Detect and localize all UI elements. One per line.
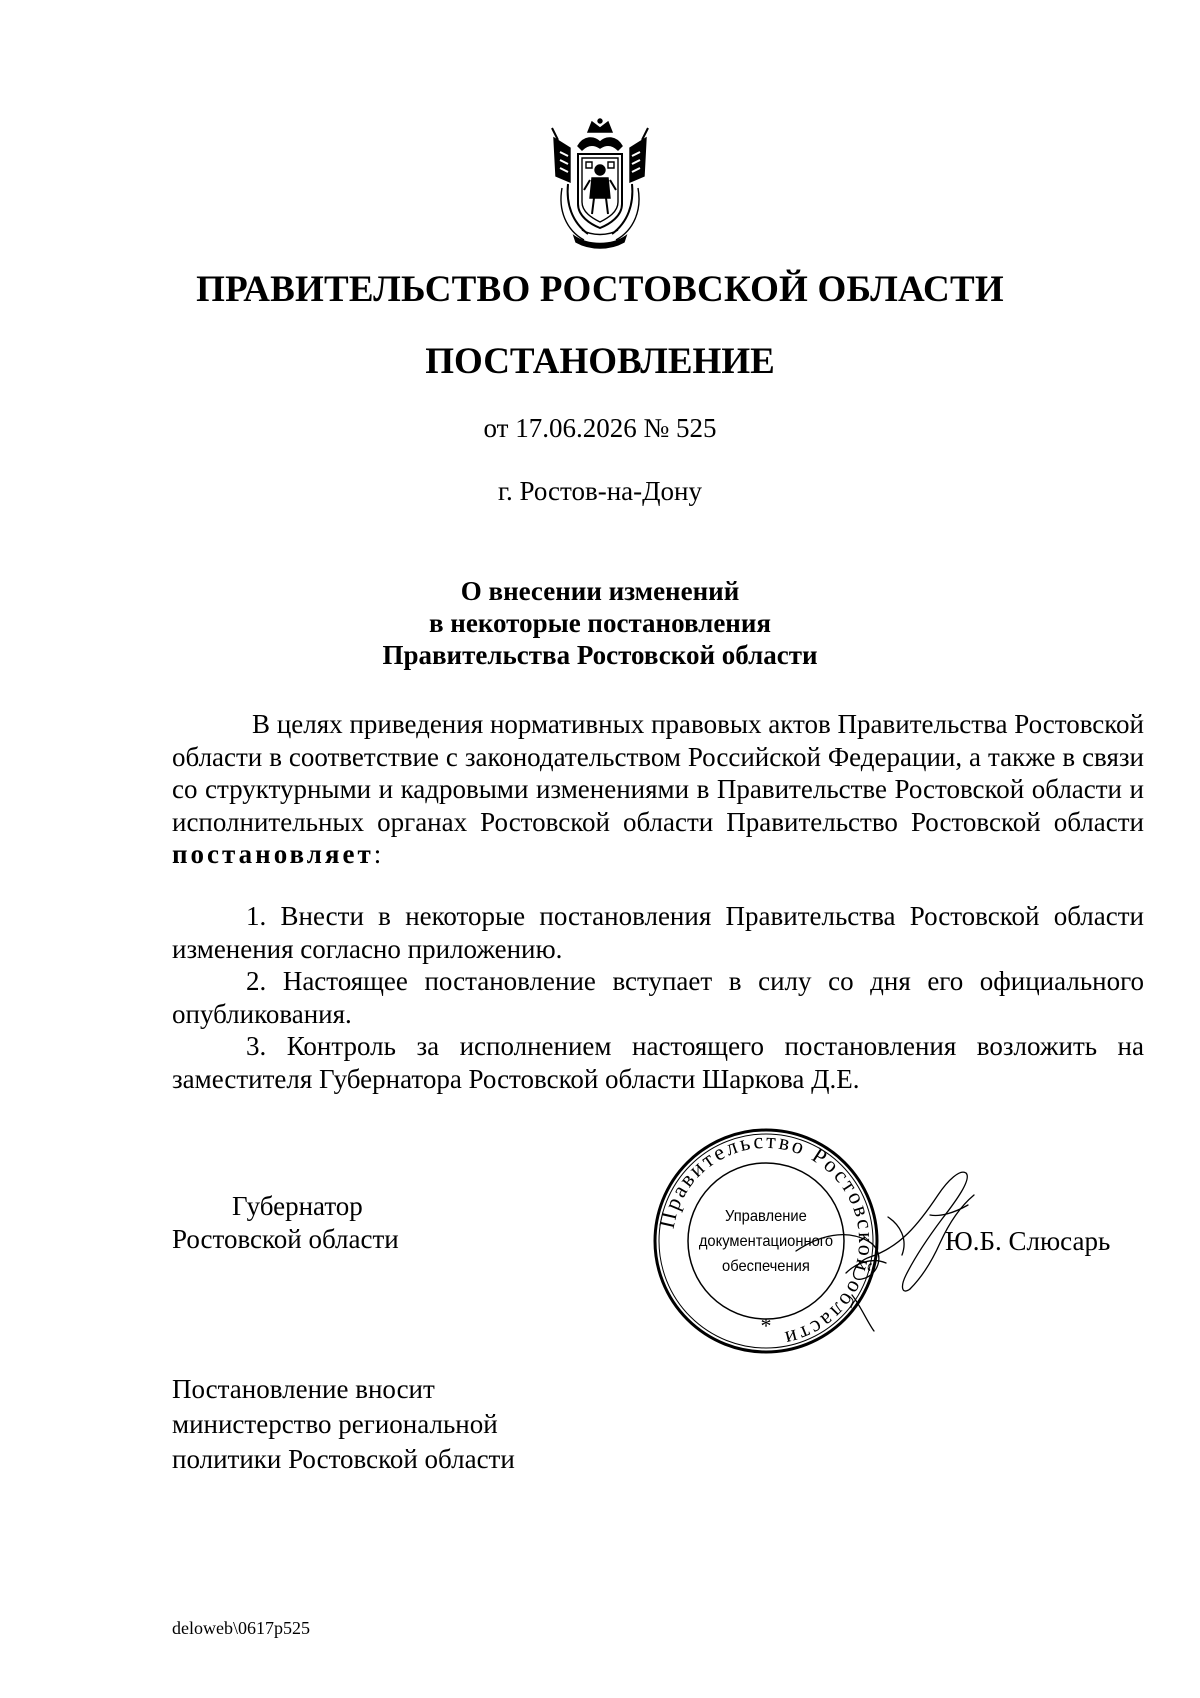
signatory-name: Ю.Б. Слюсарь — [945, 1226, 1111, 1256]
preamble-paragraph — [172, 708, 1144, 871]
government-title: ПРАВИТЕЛЬСТВО РОСТОВСКОЙ ОБЛАСТИ — [196, 269, 1004, 310]
document-date-number: от 17.06.2026 № 525 — [483, 413, 717, 443]
preamble-end: : — [373, 839, 382, 869]
signatory-position-line: Ростовской области — [172, 1224, 399, 1254]
preamble-keyword: постановляет — [172, 839, 374, 869]
contributor-note — [172, 1372, 515, 1477]
signatory-position-line: Губернатор — [232, 1191, 363, 1221]
preamble-text: В целях приведения нормативных правовых актов Правительства Ростовской области в соответствие с законодательством Российской Федерации, а также в связи со структурными и кадровыми изменениями в Правительстве Ростовской области и исполнительных органах Ростовской области Правительство Ростовской области — [172, 709, 1144, 837]
resolution-item: 3. Контроль за исполнением настоящего постановления возложить на заместителя Губернатора Ростовской области Шаркова Д.Е. — [172, 1031, 1144, 1094]
seal-inner-line: обеспечения — [722, 1257, 810, 1276]
subject-line: О внесении изменений — [460, 576, 740, 606]
subject-line: Правительства Ростовской области — [382, 640, 818, 670]
resolution-item: 2. Настоящее постановление вступает в силу со дня его официального опубликования. — [172, 966, 1144, 1029]
contributor-line: Постановление вносит — [172, 1374, 435, 1404]
signatory-position — [172, 1190, 399, 1256]
document-type: ПОСТАНОВЛЕНИЕ — [425, 341, 775, 382]
file-reference: deloweb\0617p525 — [172, 1618, 310, 1638]
rostov-oblast-coat-of-arms-icon — [548, 118, 652, 250]
resolution-item: 1. Внести в некоторые постановления Правительства Ростовской области изменения согласно приложению. — [172, 901, 1144, 964]
document-city: г. Ростов-на-Дону — [497, 476, 702, 506]
resolution-items — [172, 900, 1144, 1095]
contributor-line: политики Ростовской области — [172, 1444, 515, 1474]
seal-ring-text: Правительство Ростовской области — [653, 1127, 880, 1353]
seal-star: * — [760, 1313, 772, 1338]
document-subject — [0, 575, 1200, 671]
subject-line: в некоторые постановления — [428, 608, 772, 638]
seal-inner-line: документационного — [698, 1232, 834, 1251]
contributor-line: министерство региональной — [172, 1409, 498, 1439]
seal-inner-line: Управление — [725, 1207, 807, 1226]
